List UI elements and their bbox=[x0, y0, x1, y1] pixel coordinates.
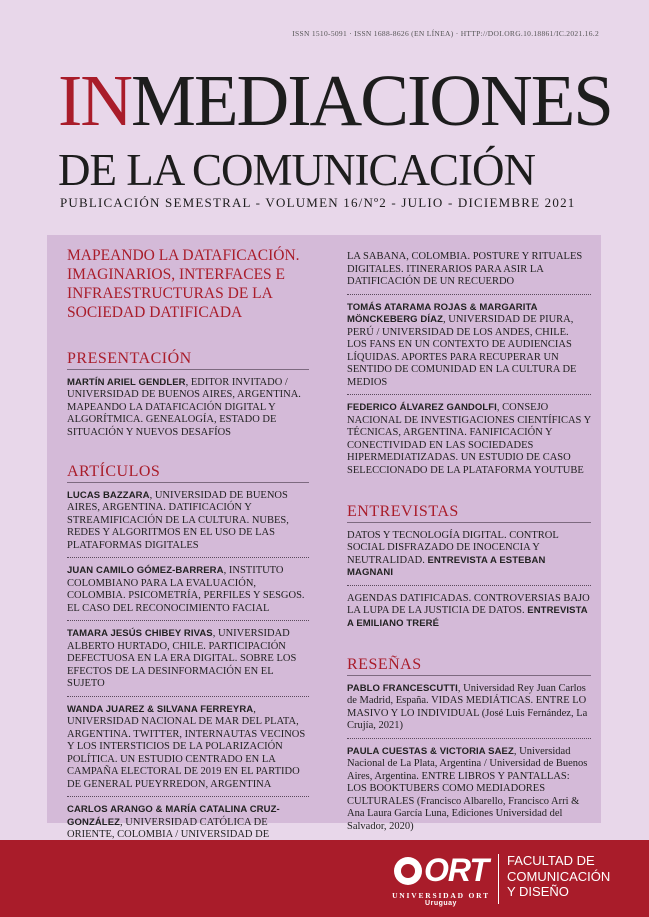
entry-author: ENTREVISTA A ESTEBAN MAGNANI bbox=[347, 554, 546, 578]
toc-entry bbox=[67, 377, 309, 445]
entry-author: CARLOS ARANGO & MARÍA CATALINA CRUZ-GONZÁLEZ bbox=[67, 804, 280, 828]
entry-text: , Universidad Nacional de La Plata, Argentina / Universidad de Buenos Aires, Argentina. ENTRE LIBROS Y PANTALLAS: LOS BOOKTUBERS COMO MEDIADORES CULTURALES (Francisco Albarello, Francisco Arri & Ana Laura García Luna, Ediciones Universidad del Salvador, 2020) bbox=[347, 745, 588, 832]
entry-text: , INSTITUTO COLOMBIANO PARA LA EVALUACIÓN, COLOMBIA. PSICOMETRÍA, PERFILES Y SESGOS. EL CASO DEL RECONOCIMIENTO FACIAL bbox=[67, 565, 305, 614]
toc-entry bbox=[67, 565, 309, 621]
footer-bar bbox=[0, 840, 649, 917]
section-articulos bbox=[67, 463, 309, 847]
faculty-line: COMUNICACIÓN bbox=[507, 868, 611, 884]
title-main: MEDIACIONES bbox=[131, 60, 612, 141]
toc-entry bbox=[67, 628, 309, 697]
entry-text: , CONSEJO NACIONAL DE INVESTIGACIONES CIENTÍFICAS Y TÉCNICAS, ARGENTINA. FANIFICACIÓN Y CONECTIVIDAD EN LAS SOCIEDADES HIPERMEDIATIZADAS. UN ESTUDIO DE CASO SELECCIONADO DE LA PLATAFORMA YOUTUBE bbox=[347, 402, 591, 476]
section-heading: ARTÍCULOS bbox=[67, 466, 309, 483]
entry-text: , UNIVERSIDAD ALBERTO HURTADO, CHILE. PARTICIPACIÓN DEFECTUOSA EN LA ERA DIGITAL. SOBRE LOS EFECTOS DE LA DESINFORMACIÓN EN EL SUJETO bbox=[67, 628, 297, 689]
entry-author: WANDA JUAREZ & SILVANA FERREYRA bbox=[67, 703, 254, 715]
entry-author: ENTREVISTA A EMILIANO TRERÉ bbox=[347, 605, 588, 629]
entry-text: , UNIVERSIDAD DE PIURA, PERÚ / UNIVERSIDAD DE LOS ANDES, CHILE. LOS FANS EN UN CONTEXTO DE AUDIENCIAS LÍQUIDAS. APORTES PARA RECUPERAR UN SENTIDO DE COMUNIDAD EN LA CULTURA DE MEDIOS bbox=[347, 314, 577, 388]
issn-line: ISSN 1510-5091 · ISSN 1688-8626 (EN LÍNEA) · HTTP://DOI.ORG.10.18861/IC.2021.16.2 bbox=[292, 29, 599, 38]
contents-panel bbox=[47, 235, 601, 840]
toc-entry bbox=[347, 530, 591, 586]
section-resenas bbox=[347, 656, 591, 838]
entry-author: TOMÁS ATARAMA ROJAS & MARGARITA MÖNCKEBERG DÍAZ bbox=[347, 301, 538, 325]
toc-entry bbox=[347, 402, 591, 482]
issue-info: PUBLICACIÓN SEMESTRAL - VOLUMEN 16/Nº2 - JULIO - DICIEMBRE 2021 bbox=[60, 195, 576, 210]
feature-title: MAPEANDO LA DATAFICACIÓN. IMAGINARIOS, INTERFACES E INFRAESTRUCTURAS DE LA SOCIEDAD DATIFICADA bbox=[67, 247, 300, 321]
toc-entry bbox=[67, 704, 309, 798]
ort-circle-icon bbox=[394, 857, 422, 885]
faculty-label bbox=[507, 853, 610, 900]
entry-author: LUCAS BAZZARA bbox=[67, 489, 150, 501]
faculty-line: Y DISEÑO bbox=[507, 884, 569, 899]
left-column bbox=[67, 235, 309, 854]
toc-entry bbox=[347, 746, 591, 839]
right-column bbox=[347, 251, 591, 845]
entry-text: , UNIVERSIDAD CATÓLICA DE ORIENTE, COLOMBIA / UNIVERSIDAD DE bbox=[67, 816, 270, 840]
ort-logo bbox=[388, 852, 494, 907]
entry-text: , Universidad Rey Juan Carlos de Madrid, España. VIDAS MEDIÁTICAS. ENTRE LO MASIVO Y LO INDIVIDUAL (José Luis Fernández, La Crujía, 2021) bbox=[347, 682, 588, 731]
section-heading: ENTREVISTAS bbox=[347, 506, 591, 523]
entry-author: JUAN CAMILO GÓMEZ-BARRERA bbox=[67, 565, 224, 576]
ort-wordmark bbox=[388, 852, 494, 889]
entry-author: TAMARA JESÚS CHIBEY RIVAS bbox=[67, 628, 213, 639]
toc-entry bbox=[347, 593, 591, 636]
entry-author: PAULA CUESTAS & VICTORIA SAEZ bbox=[347, 745, 514, 757]
section-presentacion bbox=[67, 350, 309, 444]
entry-text: , UNIVERSIDAD NACIONAL DE MAR DEL PLATA, ARGENTINA. TWITTER, INTERNAUTAS VECINOS Y LOS INTERSTICIOS DE LA POLARIZACIÓN POLÍTICA. UN ESTUDIO CENTRADO EN LA CAMPAÑA ELECTORAL DE 2019 EN EL PARTIDO DE GENERAL PUEYRREDON, ARGENTINA bbox=[67, 703, 306, 790]
entry-author: MARTÍN ARIEL GENDLER bbox=[67, 376, 186, 388]
toc-entry bbox=[347, 251, 591, 295]
ort-country-label: Uruguay bbox=[425, 900, 457, 907]
entry-text: DATOS Y TECNOLOGÍA DIGITAL. CONTROL SOCIAL DISFRAZADO DE INOCENCIA Y NEUTRALIDAD. bbox=[347, 529, 559, 566]
toc-entry bbox=[67, 490, 309, 559]
footer-divider bbox=[498, 854, 499, 904]
ort-university-label: UNIVERSIDAD ORT bbox=[392, 891, 490, 900]
section-entrevistas bbox=[347, 503, 591, 635]
journal-subtitle: DE LA COMUNICACIÓN bbox=[58, 145, 535, 195]
entry-text: AGENDAS DATIFICADAS. CONTROVERSIAS BAJO LA LUPA DE LA JUSTICIA DE DATOS. bbox=[347, 592, 590, 616]
toc-entry bbox=[347, 683, 591, 739]
toc-entry bbox=[347, 302, 591, 396]
entry-text: , UNIVERSIDAD DE BUENOS AIRES, ARGENTINA. DATIFICACIÓN Y STREAMIFICACIÓN DE LA CULTURA. NUBES, REDES Y ALGORITMOS EN EL USO DE LAS PLATAFORMAS DIGITALES bbox=[67, 489, 289, 551]
title-prefix: IN bbox=[58, 60, 132, 141]
journal-title bbox=[58, 60, 612, 141]
faculty-line: FACULTAD DE bbox=[507, 853, 595, 868]
entry-author: PABLO FRANCESCUTTI bbox=[347, 682, 458, 694]
ort-wordmark-text: ORT bbox=[424, 852, 488, 888]
entry-author: FEDERICO ÁLVAREZ GANDOLFI bbox=[347, 402, 497, 413]
entry-text: LA SABANA, COLOMBIA. POSTURE Y RITUALES DIGITALES. ITINERARIOS PARA ASIR LA DATIFICACIÓN DE UN RECUERDO bbox=[347, 251, 583, 287]
section-heading: PRESENTACIÓN bbox=[67, 353, 309, 370]
section-heading: RESEÑAS bbox=[347, 659, 591, 676]
entry-text: , EDITOR INVITADO / UNIVERSIDAD DE BUENOS AIRES, ARGENTINA. MAPEANDO LA DATAFICACIÓN DIGITAL Y ALGORÍTMICA. GENEALOGÍA, ESTADO DE SITUACIÓN Y NUEVOS DESAFÍOS bbox=[67, 376, 301, 438]
